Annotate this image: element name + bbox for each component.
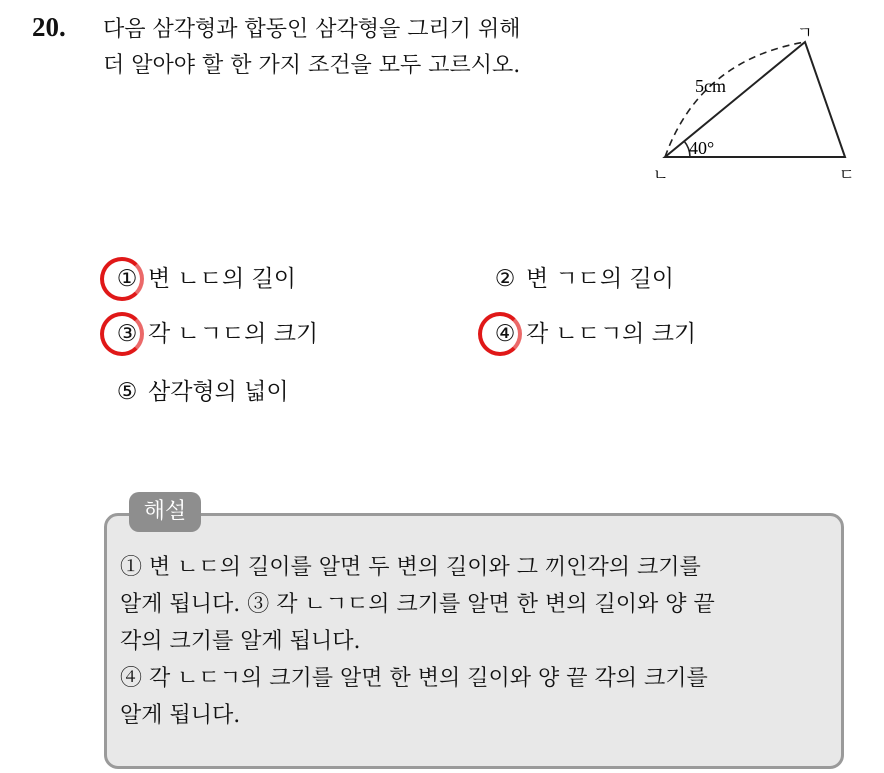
option-2-mark: ② [494, 266, 516, 292]
option-5[interactable] [112, 376, 289, 408]
explanation-line-4: ④ 각 ㄴㄷㄱ의 크기를 알면 한 변의 길이와 양 끝 각의 크기를 [120, 666, 708, 691]
vertex-left-label: ㄴ [653, 165, 669, 184]
side-length-label: 5cm [695, 76, 726, 96]
option-4-mark: ④ [494, 321, 516, 347]
vertex-right-label: ㄷ [839, 165, 855, 184]
option-1-mark: ① [116, 266, 138, 292]
option-4-text: 각 ㄴㄷㄱ의 크기 [526, 321, 697, 347]
vertex-top-label: ㄱ [797, 23, 813, 42]
question-number: 20. [32, 12, 66, 42]
explanation-line-2: 알게 됩니다. ③ 각 ㄴㄱㄷ의 크기를 알면 한 변의 길이와 양 끝 [120, 592, 715, 617]
option-2[interactable] [490, 263, 674, 295]
triangle-figure [645, 20, 870, 185]
selection-circle [100, 257, 144, 301]
selection-circle [478, 312, 522, 356]
option-1[interactable] [112, 263, 296, 295]
question-line-2: 더 알아야 할 한 가지 조건을 모두 고르시오. [103, 53, 521, 78]
explanation-line-5: 알게 됩니다. [120, 703, 241, 728]
selection-circle [100, 312, 144, 356]
question-line-1: 다음 삼각형과 합동인 삼각형을 그리기 위해 [103, 17, 521, 42]
explanation-text [120, 549, 835, 734]
option-4[interactable] [490, 318, 696, 350]
option-3-mark: ③ [116, 321, 138, 347]
option-1-text: 변 ㄴㄷ의 길이 [148, 266, 296, 292]
question-text [103, 12, 663, 84]
option-5-mark: ⑤ [116, 379, 138, 405]
explanation-badge: 해설 [129, 492, 201, 532]
explanation-line-1: ① 변 ㄴㄷ의 길이를 알면 두 변의 길이와 그 끼인각의 크기를 [120, 555, 701, 580]
option-5-text: 삼각형의 넓이 [148, 379, 289, 405]
option-2-text: 변 ㄱㄷ의 길이 [526, 266, 674, 292]
option-3[interactable] [112, 318, 318, 350]
explanation-line-3: 각의 크기를 알게 됩니다. [120, 629, 361, 654]
angle-label: 40° [689, 138, 715, 158]
option-3-text: 각 ㄴㄱㄷ의 크기 [148, 321, 319, 347]
